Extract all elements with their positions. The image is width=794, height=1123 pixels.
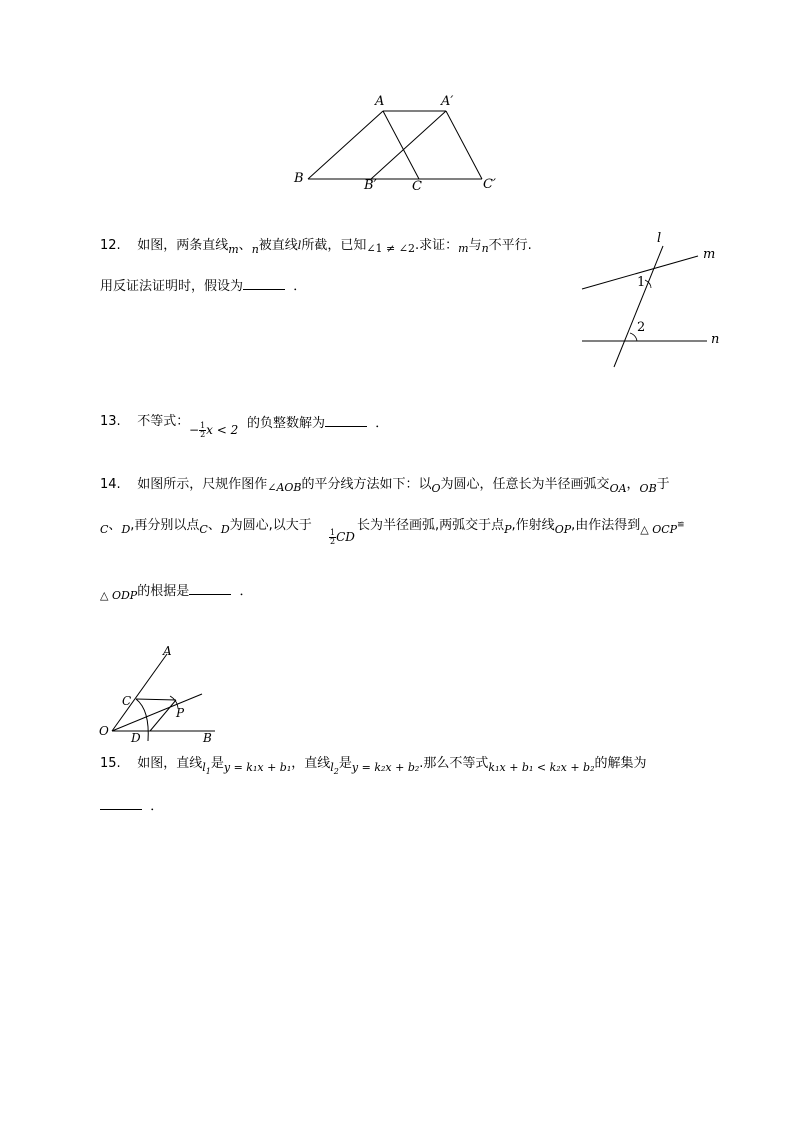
q15-answer-blank[interactable]: [100, 797, 142, 810]
q12-n2: n: [481, 242, 489, 255]
q14-l2-cong: ≌: [677, 520, 685, 530]
label-c-prime: C′: [483, 177, 496, 192]
q12-line2-text: 用反证法证明时，假设为: [100, 279, 244, 294]
q15-line1: [100, 756, 647, 776]
q12-number: 12.: [100, 238, 121, 253]
q15-end: ．: [150, 799, 164, 814]
q14-frac-den: 2: [330, 537, 336, 546]
q15-number: 15.: [100, 756, 121, 771]
q12-text6: 不平行.: [488, 238, 532, 253]
q13-frac-den: 2: [200, 430, 206, 439]
q15-text4: 是: [338, 756, 352, 771]
q14-l1-sep: ，: [626, 477, 640, 492]
q14-l2-e: ,由作法得到: [571, 518, 641, 533]
q14-end: ．: [239, 584, 253, 599]
q14-l2-d: D: [121, 523, 131, 536]
q14-fig-o: O: [99, 724, 109, 738]
q14-l1-ob: OB: [639, 482, 657, 495]
q14-fig-c: C: [122, 694, 132, 708]
q12-m: m: [228, 243, 239, 256]
q14-l2-op: OP: [554, 523, 572, 536]
q12-fig-angle1: 1: [637, 275, 646, 290]
q14-l1-angle: ∠AOB: [267, 481, 302, 494]
q15-l2-letter: l: [330, 761, 334, 774]
q12-m2: m: [458, 242, 469, 255]
q12-n: n: [251, 243, 259, 256]
q13-ineq-rest: x < 2: [206, 423, 239, 437]
q14-l1-d: 于: [656, 477, 670, 492]
q13-end: ．: [375, 416, 389, 431]
q14-l2-sep2: 、: [207, 518, 221, 533]
q14-l1-c: 为圆心，任意长为半径画弧交: [440, 477, 610, 492]
q15-l1-letter: l: [202, 761, 206, 774]
q15-line2: [100, 797, 163, 815]
q14-l3-tri: △ ODP: [100, 589, 138, 602]
q15-l1: [202, 761, 211, 777]
q14-l1-oa: OA: [609, 482, 627, 495]
q14-fig-d: D: [131, 731, 141, 745]
label-a: A: [375, 94, 385, 109]
q15-eq1: y = k₁x + b₁: [223, 761, 292, 774]
q14-l1-a: 如图所示，尺规作图作: [137, 477, 268, 492]
q14-fig-a: A: [163, 644, 172, 658]
q12-text2: 被直线: [258, 238, 298, 253]
q13-number: 13.: [100, 414, 121, 429]
q14-l2-d-text: ,作射线: [511, 518, 555, 533]
q15-text6: 的解集为: [594, 756, 647, 771]
q12-text3: 所截，已知: [301, 238, 367, 253]
q14-number: 14.: [100, 477, 121, 492]
q14-l2-b: 为圆心,以大于: [229, 518, 312, 533]
label-b: B: [294, 171, 304, 186]
label-a-prime: A′: [441, 94, 454, 109]
q14-l2-tri: △ OCP: [640, 523, 678, 536]
q15-text2: 是: [210, 756, 224, 771]
q14-frac-num: 1: [330, 528, 336, 537]
q15-eq2: y = k₂x + b₂: [351, 761, 420, 774]
q12-l: l: [297, 239, 302, 252]
q15-text5: .那么不等式: [419, 756, 489, 771]
q14-l2-d2: D: [220, 523, 230, 536]
q13-text1: 不等式：: [137, 414, 190, 429]
label-c: C: [412, 179, 422, 194]
q14-fig-p: P: [176, 706, 185, 720]
q15-l1-sub: 1: [205, 767, 211, 777]
q14-fig-b: B: [203, 731, 212, 745]
q12-fig-l: l: [657, 231, 662, 246]
q14-l2-p: P: [504, 523, 512, 536]
q12-end: ．: [293, 279, 307, 294]
q13-text2: 的负整数解为: [247, 416, 326, 431]
q15-ineq: k₁x + b₁ < k₂x + b₂: [488, 761, 595, 774]
q14-cd: CD: [336, 530, 355, 544]
q14-l2-c-text: 长为半径画弧,两弧交于点: [357, 518, 505, 533]
q15-l2: [330, 761, 339, 777]
q13-frac-num: 1: [200, 421, 206, 430]
q12-text1: 如图，两条直线: [137, 238, 229, 253]
segment-dp: [150, 700, 176, 731]
q14-l1-b: 的平分线方法如下：以: [301, 477, 432, 492]
q14-l2-sep: 、: [108, 518, 122, 533]
segment-cp: [136, 699, 176, 700]
label-b-prime: B′: [364, 178, 377, 193]
q15-l2-sub: 2: [333, 767, 339, 777]
q12-fig-angle2: 2: [637, 320, 646, 335]
q12-sep: 、: [238, 238, 252, 253]
q15-text3: ，直线: [291, 756, 331, 771]
q12-text4: .求证：: [414, 238, 459, 253]
q12-cond: ∠1 ≠ ∠2: [366, 242, 415, 255]
q14-l2-c2: C: [199, 523, 208, 536]
q12-fig-n: n: [711, 332, 720, 347]
q12-text5: 与: [468, 238, 482, 253]
q12-fig-m: m: [703, 247, 716, 262]
q14-l1-o: O: [431, 482, 441, 495]
q15-text1: 如图，直线: [137, 756, 203, 771]
q14-l3-a: 的根据是: [137, 584, 190, 599]
q14-l2-a: ,再分别以点: [130, 518, 200, 533]
q14-l2-c: C: [100, 523, 109, 536]
q13-minus: −: [189, 423, 200, 437]
